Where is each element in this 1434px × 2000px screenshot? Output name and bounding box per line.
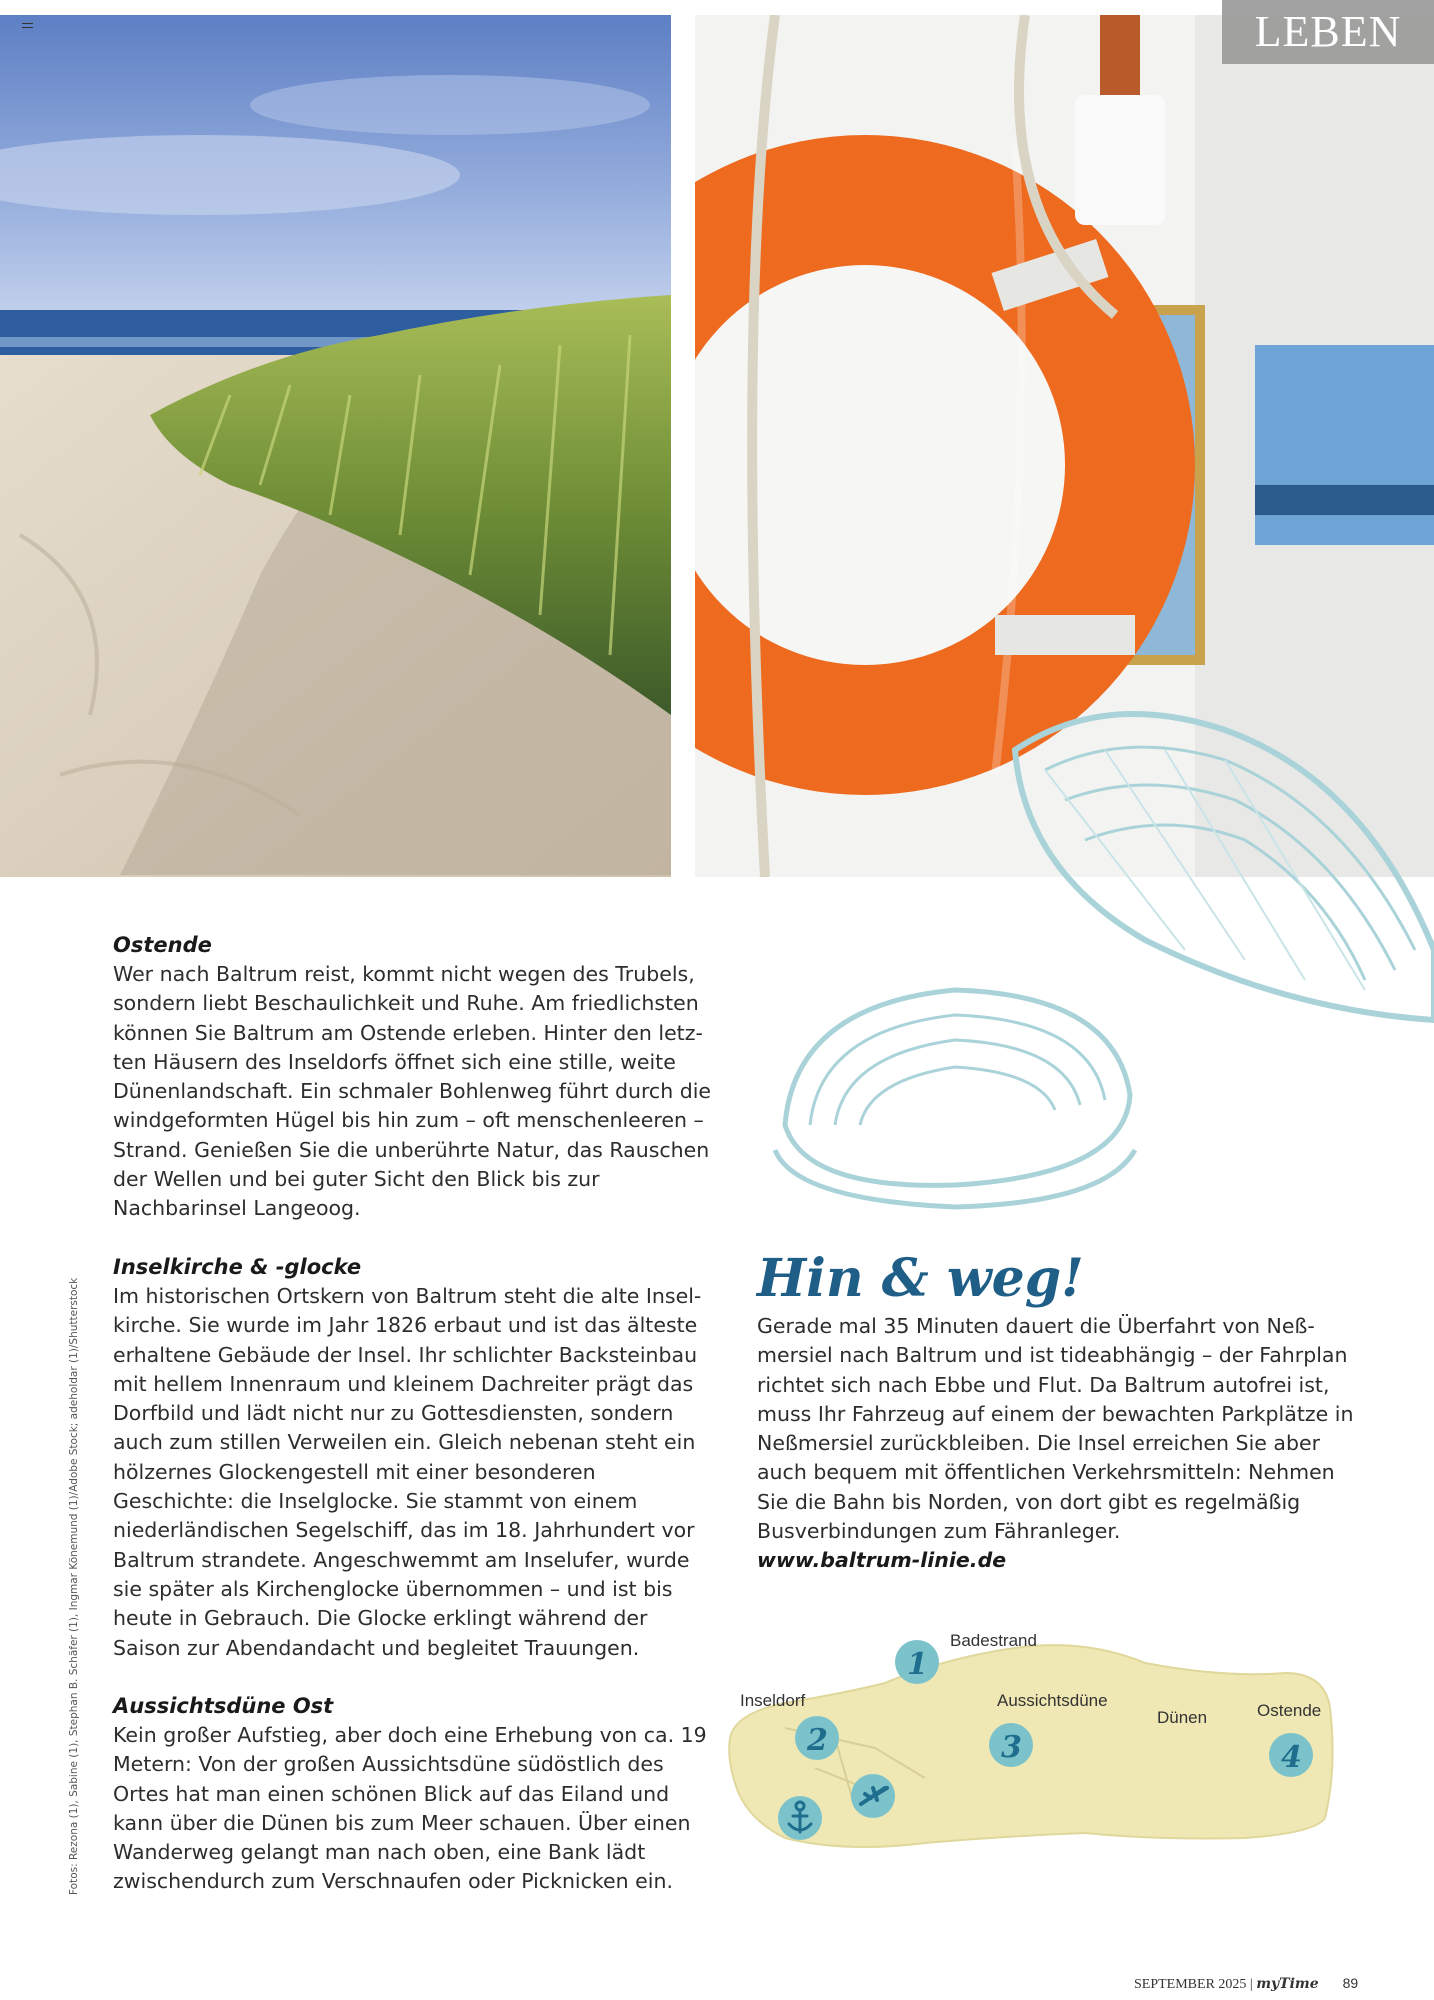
photo-credits: Fotos: Rezona (1), Sabine (1), Stephan B. Schäfer (1), Ingmar Könemund (1)/Adobe Stock; adeholdar (1)/Shutterstock [68,1277,80,1895]
map-label-inseldorf: Inseldorf [740,1691,806,1710]
map-marker-3-number: 3 [1001,1730,1022,1765]
footer-magazine-logo: myTime [1256,1976,1319,1992]
map-marker-2 [795,1716,839,1760]
map-label-ostende: Ostende [1257,1701,1322,1720]
anchor-icon [778,1796,822,1840]
article-aussichtsduene [113,1692,718,1897]
map-marker-1 [895,1640,939,1684]
section-tag: LEBEN [1222,0,1434,64]
article-aussichtsduene-title: Aussichtsdüne Ost [113,1694,334,1718]
article-aussichtsduene-text: Kein großer Aufstieg, aber doch eine Erhebung von ca. 19 Metern: Von der großen Aussichtsdüne südöstlich des Ortes hat man einen schönen Blick auf das Eiland und kann über die Dünen bis zum Meer schauen. Über einen Wanderweg gelangt man nach oben, eine Bank lädt zwischendurch zum Verschnaufen oder Picknicken ein. [113,1723,707,1894]
footer-issue: SEPTEMBER 2025 | [1134,1977,1257,1992]
article-ostende-text: Wer nach Baltrum reist, kommt nicht wegen des Trubels, sondern liebt Beschaulichkeit und Ruhe. Am friedlichsten können Sie Baltrum am Ostende erleben. Hinter den letzten Häusern des Inseldorfs öffnet sich eine stille, weite Dünenlandschaft. Ein schmaler Bohlenweg führt durch die windgeformten Hügel bis hin zum – oft menschenleeren – Strand. Genießen Sie die unberührte Natur, das Rauschen der Wellen und bei guter Sicht den Blick bis zur Nachbarinsel Langeoog. [113,962,712,1221]
island-map [725,1618,1345,1868]
map-label-duenen: Dünen [1157,1708,1208,1727]
article-ostende [113,931,718,1224]
article-inselkirche-text: Im historischen Ortskern von Baltrum steht die alte Inselkirche. Sie wurde im Jahr 1826 erbaut und ist das älteste erhaltene Gebäude der Insel. Ihr schlichter Backsteinbau mit hellem Innenraum und kleinem Dachreiter prägt das Dorfbild und lädt nicht nur zu Gottesdiensten, sondern auch zum stillen Verweilen ein. Gleich nebenan steht ein hölzernes Glockengestell mit einer besonderen Geschichte: die Inselglocke. Sie stammt von einem niederländischen Segelschiff, das im 18. Jahrhundert vor Baltrum strandete. Angeschwemmt am Inselufer, wurde sie später als Kirchenglocke übernommen – und ist bis heute in Gebrauch. Die Glocke erklingt während der Saison zur Abendandacht und begleitet Trauungen. [113,1284,702,1660]
page-number: 89 [1342,1975,1359,1991]
article-inselkirche-title: Inselkirche & -glocke [113,1255,362,1279]
clam-illustration [765,975,1145,1215]
map-label-badestrand: Badestrand [950,1631,1037,1650]
beach-dune-photo [0,15,671,877]
map-marker-3 [989,1723,1033,1767]
page-corner-mark [22,23,33,29]
travel-title: Hin & weg! [757,1248,1084,1309]
travel-info [757,1246,1357,1576]
travel-text: Gerade mal 35 Minuten dauert die Überfahrt von Neßmersiel nach Baltrum und ist tideabhängig – der Fahrplan richtet sich nach Ebbe und Flut. Da Baltrum autofrei ist, muss Ihr Fahrzeug auf einem der bewachten Parkplätze in Neßmersiel zurückbleiben. Die Insel erreichen Sie aber auch bequem mit öffentlichen Verkehrsmitteln: Nehmen Sie die Bahn bis Norden, von dort gibt es regelmäßig Busverbindungen zum Fähranleger. [757,1314,1354,1544]
map-marker-1-number: 1 [907,1647,928,1682]
article-inselkirche [113,1253,718,1663]
page-footer [1134,1975,1358,1993]
map-marker-2-number: 2 [807,1723,828,1758]
map-marker-4-number: 4 [1281,1740,1302,1775]
travel-url-link[interactable]: www.baltrum-linie.de [757,1548,1007,1573]
article-ostende-title: Ostende [113,933,212,957]
map-marker-4 [1269,1733,1313,1777]
map-label-aussichtsduene: Aussichtsdüne [997,1691,1108,1710]
airplane-icon [851,1774,895,1818]
